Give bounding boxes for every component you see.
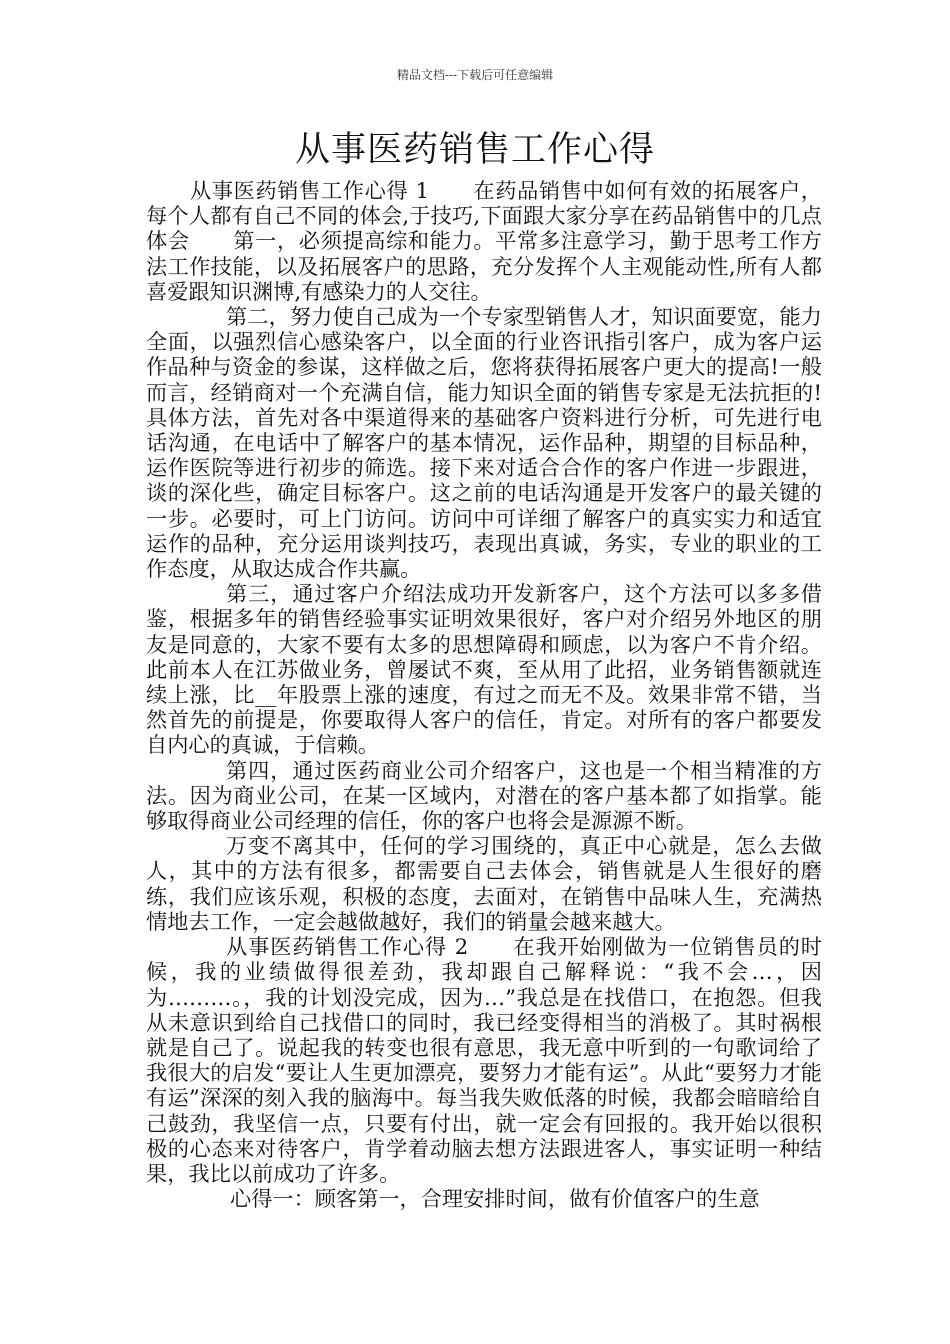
document-title: 从事医药销售工作心得 [294,130,655,170]
paragraph-5: 万变不离其中，任何的学习围绕的，真正中心就是，怎么去做人，其中的方法有很多，都需要自己去体会，销售就是人生很好的磨练，我们应该乐观，积极的态度，去面对，在销售中品味人生，充满热情地去工作，一定会越做越好，我们的销量会越来越大。 [146,833,822,934]
header-note: 精品文档---下载后可任意编辑 [396,68,554,82]
paragraph-1: 从事医药销售工作心得 1 在药品销售中如何有效的拓展客户，每个人都有自己不同的体会,于技巧,下面跟大家分享在药品销售中的几点体会 第一，必须提高综和能力。平常多注意学习，勤于思考工作方法工作技能，以及拓展客户的思路，充分发挥个人主观能动性,所有人都喜爱跟知识渊博,有感染力的人交往。 [146,178,822,304]
paragraph-3: 第三，通过客户介绍法成功开发新客户，这个方法可以多多借鉴，根据多年的销售经验事实证明效果很好，客户对介绍另外地区的朋友是同意的，大家不要有太多的思想障碍和顾虑，以为客户不肯介绍。此前本人在江苏做业务，曾屡试不爽，至从用了此招，业务销售额就连续上涨，比__年股票上涨的速度，有过之而无不及。效果非常不错，当然首先的前提是，你要取得人客户的信任，肯定。对所有的客户都要发自内心的真诚，于信赖。 [146,581,822,758]
paragraph-6: 从事医药销售工作心得 2 在我开始刚做为一位销售员的时候，我的业绩做得很差劲，我却跟自己解释说：“我不会…，因为………。，我的计划没完成，因为…”我总是在找借口，在抱怨。但我从未意识到给自己找借口的同时，我已经变得相当的消极了。其时祸根就是自己了。说起我的转变也很有意思，我无意中听到的一句歌词给了我很大的启发“要让人生更加漂亮，要努力才能有运”。从此“要努力才能有运”深深的刻入我的脑海中。每当我失败低落的时候，我都会暗暗给自己鼓劲，我坚信一点，只要有付出，就一定会有回报的。我开始以很积极的心态来对待客户，肯学着动脑去想方法跟进客人，事实证明一种结果，我比以前成功了许多。 [146,934,822,1186]
paragraph-4: 第四，通过医药商业公司介绍客户，这也是一个相当精准的方法。因为商业公司，在某一区域内，对潜在的客户基本都了如指掌。能够取得商业公司经理的信任，你的客户也将会是源源不断。 [146,757,822,834]
paragraph-7: 心得一：顾客第一，合理安排时间，做有价值客户的生意 [230,1186,760,1212]
paragraph-2: 第二，努力使自己成为一个专家型销售人才，知识面要宽，能力全面，以强烈信心感染客户，以全面的行业咨讯指引客户，成为客户运作品种与资金的参谋，这样做之后，您将获得拓展客户更大的提高!一般而言，经销商对一个充满自信，能力知识全面的销售专家是无法抗拒的!具体方法，首先对各中渠道得来的基础客户资料进行分析，可先进行电话沟通，在电话中了解客户的基本情况，运作品种，期望的目标品种，运作医院等进行初步的筛选。接下来对适合合作的客户作进一步跟进，谈的深化些，确定目标客户。这之前的电话沟通是开发客户的最关键的一步。必要时，可上门访问。访问中可详细了解客户的真实实力和适宜运作的品种，充分运用谈判技巧，表现出真诚，务实，专业的职业的工作态度，从取达成合作共赢。 [146,304,822,582]
document-body [146,178,822,1211]
